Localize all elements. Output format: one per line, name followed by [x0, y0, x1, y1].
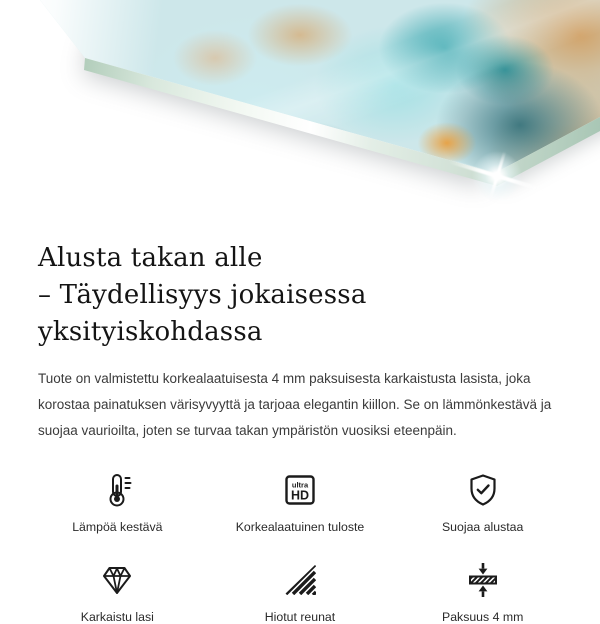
hero-product-image	[0, 0, 600, 230]
diamond-icon	[97, 558, 137, 602]
feature-tempered-glass	[26, 558, 209, 624]
feature-label: Hiotut reunat	[264, 610, 336, 624]
ultra-hd-icon	[280, 468, 320, 512]
feature-polished-edges	[209, 558, 392, 624]
feature-label: Korkealaatuinen tuloste	[235, 520, 365, 534]
feature-label: Suojaa alustaa	[441, 520, 524, 534]
feature-label: Karkaistu lasi	[80, 610, 154, 624]
shield-check-icon	[463, 468, 503, 512]
feature-thickness-4mm	[391, 558, 574, 624]
feature-protects-base	[391, 468, 574, 534]
product-description: Tuote on valmistettu korkealaatuisesta 4 mm paksuisesta karkaistusta lasista, joka korostaa painatuksen värisyvyyttä ja tarjoaa elegantin kiillon. Se on lämmönkestävä ja suojaa vaurioilta, joten se turvaa takan ympäristön vuosiksi eteenpäin.	[38, 371, 552, 438]
feature-heat-resistant	[26, 468, 209, 534]
svg-text:HD: HD	[290, 488, 310, 503]
svg-text:ultra: ultra	[291, 480, 309, 490]
feature-label: Lämpöä kestävä	[72, 520, 163, 534]
page-title-line2: – Täydellisyys jokaisessa yksityiskohdassa	[38, 280, 367, 347]
feature-ultra-hd-print	[209, 468, 392, 534]
features-grid	[26, 468, 574, 624]
page-title	[38, 240, 562, 351]
thickness-icon	[463, 558, 503, 602]
thermometer-icon	[97, 468, 137, 512]
page-title-line1: Alusta takan alle	[38, 243, 263, 273]
feature-label: Paksuus 4 mm	[442, 610, 524, 624]
glass-panel-marble-print	[0, 0, 600, 230]
polished-edges-icon	[280, 558, 320, 602]
